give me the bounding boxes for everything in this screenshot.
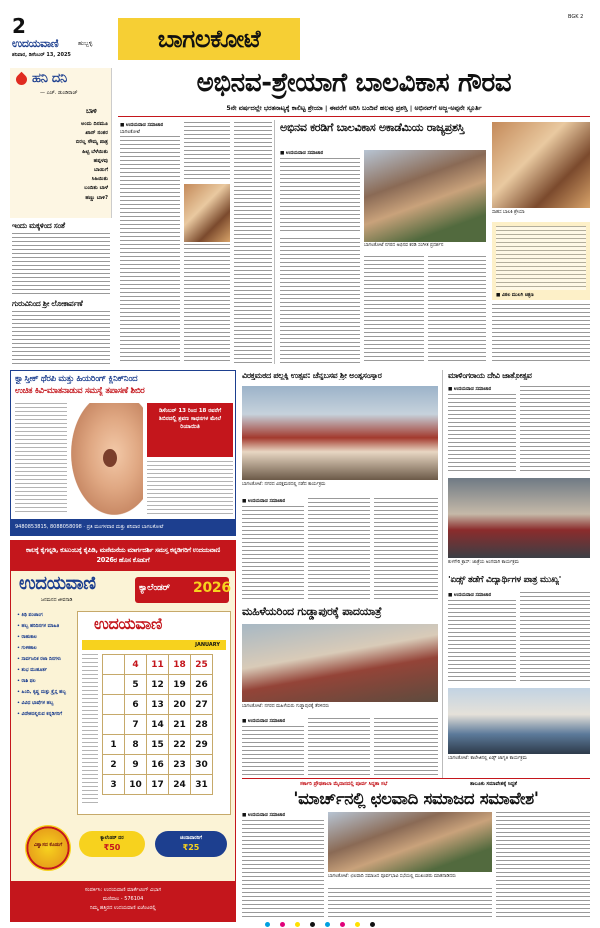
calendar-day-cell: 14 — [147, 715, 169, 735]
middle-dateline-1: ■ ಉದಯವಾಣಿ ಸಮಾಚಾರ — [242, 499, 286, 504]
rule — [118, 116, 590, 117]
calendar-feature-item: • ಹಿಂದಿ, ಕೃಷ್ಣ ಮತ್ತು ಕ್ರೈಸ್ತ ಹಬ್ಬ — [17, 690, 66, 695]
calendar-footer — [11, 881, 235, 921]
left-news-body-1 — [12, 233, 110, 295]
price-1: ₹50 — [103, 843, 121, 852]
calendar-week-row — [103, 695, 213, 715]
black-dot-icon — [310, 922, 315, 927]
paper-suffix: ಹುಬ್ಬಳ್ಳಿ — [78, 40, 93, 47]
abhinav-photo — [364, 150, 486, 242]
calendar-day-cell: 24 — [169, 775, 191, 795]
poem-body — [16, 120, 108, 203]
calendar-brand-tag: ಜನಮನದ ಜೀವನಾಡಿ — [41, 598, 73, 603]
price-2: ₹25 — [182, 843, 200, 852]
lead-body-col-2b — [184, 244, 230, 364]
hearing-right-text — [147, 461, 233, 515]
hearing-offer: ಡಿಸೆಂಬರ್ 13 ರಿಂದ 18 ರವರೆಗೆ — [158, 408, 222, 414]
calendar-product: ಕ್ಯಾಲೆಂಡರ್ — [139, 583, 170, 593]
calendar-day-cell: 23 — [169, 755, 191, 775]
calendar-feature-item: • ರಾಶಿ ಫಲ — [17, 679, 36, 684]
calendar-day-cell: 27 — [191, 695, 213, 715]
poem-title: ಬಾಳಿ — [86, 107, 97, 115]
print-registration-marks — [80, 922, 560, 927]
left-news-heading-1: ಇಂದು ಮಕ್ಕಳಿಂದ ಸಂತೆ — [12, 221, 65, 230]
middle-body-2b — [308, 718, 370, 776]
hearing-headline: ಕ್ವ್ಯಾಸ್ತೀಕ್ ಥೆರಪಿ ಮತ್ತು ಹಿಯರಿಂಗ್ ಕ್ಲಿನಿಕ್‌ನಿಂದ — [15, 375, 138, 384]
poem-line: ಅಂದು ದಿನಮೂ — [80, 121, 108, 127]
section-title: ಬಾಗಲಕೋಟೆ — [118, 18, 300, 60]
middle-headline-2: ಮಹಿಳೆಯರಿಂದ ಗುಡ್ಡಾಪುರಕ್ಕೆ ಪಾದಯಾತ್ರೆ — [242, 605, 382, 618]
middle-caption-1: ಬಾಗಲಕೋಟೆ: ನಗರದ ವಿರಕ್ತಮಠದಲ್ಲಿ ನಡೆದ ಕಾರ್ಯಕ್ರಮ — [242, 482, 326, 487]
poem-line: ಹಣ್ಣು ಬಾಳಿ? — [85, 194, 108, 201]
calendar-price-box-1 — [79, 831, 145, 857]
calendar-feature-item: • ಶುಭ ಮುಹೂರ್ತ — [17, 668, 48, 673]
lead-dateline: ■ ಉದಯವಾಣಿ ಸಮಾಚಾರ — [120, 123, 164, 128]
calendar-week-row — [103, 715, 213, 735]
second-body-4 — [428, 256, 486, 364]
calendar-feature-item: • ಹಬ್ಬ ಹರಿದಿನಗಳ ಮಾಹಿತಿ — [17, 624, 60, 629]
second-dateline: ■ ಉದಯವಾಣಿ ಸಮಾಚಾರ — [280, 151, 324, 156]
calendar-day-cell: 12 — [147, 675, 169, 695]
hanidani-author: — ಎಚ್. ಡುಂಡಿರಾಜ್ — [40, 90, 78, 96]
magenta-dot-icon-2 — [340, 922, 345, 927]
calendar-week-row — [103, 655, 213, 675]
bottom-rule — [242, 778, 590, 779]
right-photo-2 — [448, 688, 590, 754]
hanidani-box — [10, 68, 112, 218]
right-photo-caption: ಸಾಹಸ ಬಾಲಕಿ ಶ್ರೇಯಾ — [492, 210, 525, 215]
calendar-feature-item: • ಗುಳಿಕಕಾಲ — [17, 646, 37, 651]
calendar-feature-item: • ರಾಹುಕಾಲ — [17, 635, 37, 640]
black-dot-icon-2 — [370, 922, 375, 927]
right-side-box-text — [496, 226, 586, 290]
hearing-footer: ಪ್ರತಿ ಮಂಗಳವಾರ ಮತ್ತು ಶನಿವಾರ ಬಾಗಲಕೋಟೆ — [86, 524, 164, 530]
paper-name: ಉದಯವಾಣಿ — [12, 37, 59, 50]
bottom-dateline: ■ ಉದಯವಾಣಿ ಸಮಾಚಾರ — [242, 813, 286, 818]
right-body-1b — [520, 386, 590, 474]
hearing-subheadline: ಉಚಿತ ಕಿವಿ-ಮಾತನಾಡುವ ಸಮಸ್ಯೆ ತಪಾಸಣೆ ಶಿಬಿರ — [15, 387, 145, 396]
calendar-week-row — [103, 755, 213, 775]
shreya-photo — [184, 184, 230, 242]
calendar-day-cell: 18 — [169, 655, 191, 675]
bottom-kicker-left: ಸರ್ಕಾರಿ ಪ್ರೌಢಶಾಲಾ ಮೈದಾನದಲ್ಲಿ ಪೂರ್ವ ಸಿದ್ಧತಾ ಸಭೆ — [300, 781, 388, 787]
calendar-day-cell: 19 — [169, 675, 191, 695]
yellow-dot-icon — [295, 922, 300, 927]
calendar-day-cell: 6 — [125, 695, 147, 715]
calendar-day-cell: 4 — [125, 655, 147, 675]
second-headline: ಅಭಿನವ ಕರಡಿಗೆ ಬಾಲವಿಕಾಸ ಅಕಾಡೆಮಿಯ ರಾಜ್ಯಪ್ರಶಸ್ತಿ — [280, 121, 465, 134]
calendar-day-cell: 13 — [147, 695, 169, 715]
calendar-page — [77, 611, 231, 815]
bottom-caption: ಬಾಗಲಕೋಟೆ: ಛಲವಾದಿ ಸಮಾಜದ ಪೂರ್ವಭಾವಿ ಸಭೆಯಲ್ಲಿ ಮುಖಂಡರು ಮಾತನಾಡಿದರು — [328, 874, 456, 879]
calendar-day-cell: 21 — [169, 715, 191, 735]
right-body-2b — [520, 592, 590, 684]
lead-body-col-3 — [234, 122, 272, 364]
calendar-day-cell: 10 — [125, 775, 147, 795]
calendar-feature-item: • ಸಾರ್ವಜನಿಕ ರಜಾ ದಿನಗಳು — [17, 657, 61, 662]
calendar-day-cell: 8 — [125, 735, 147, 755]
calendar-day-cell — [103, 715, 125, 735]
right-dateline-2: ■ ಉದಯವಾಣಿ ಸಮಾಚಾರ — [448, 593, 492, 598]
middle-headline-1: ವಿರಕ್ತಮಠದ ಪಲ್ಲಕ್ಕಿ ಉತ್ಸವ: ಚೆನ್ನಬಸವ ಶ್ರೀ ಅಂತ್ಯಸಂಸ್ಕಾರ — [242, 372, 382, 380]
calendar-day-cell: 30 — [191, 755, 213, 775]
left-news-heading-2: ಗುರುವಿನಿಂದ ಶ್ರೀ ಲೋಕಾರ್ಪಣೆ — [12, 299, 83, 308]
calendar-day-cell: 3 — [103, 775, 125, 795]
edition-code: BGK 2 — [568, 14, 584, 20]
calendar-week-row — [103, 775, 213, 795]
calendar-page-brand: ಉದಯವಾಣಿ — [94, 614, 163, 633]
issue-date: ಶನಿವಾರ, ಡಿಸೆಂಬರ್ 13, 2025 — [12, 52, 71, 58]
calendar-footer-1: ಸಂಪರ್ಕಿಸಿ: ಉದಯವಾಣಿ ಮಾರ್ಕೆಟಿಂಗ್ ವಿಭಾಗ — [84, 887, 162, 893]
yellow-dot-icon-2 — [355, 922, 360, 927]
calendar-footer-2: ಮಣಿಪಾಲ - 576104 — [102, 896, 144, 902]
price-label-1: ಕ್ಯಾಲೆಂಡರ್ ದರ — [100, 836, 124, 841]
lead-place: ಬಾಗಲಕೋಟೆ — [120, 130, 140, 135]
calendar-day-cell: 15 — [147, 735, 169, 755]
right-headline-2: 'ಏಡ್ಸ್ ತಡೆಗೆ ವಿದ್ಯಾರ್ಥಿಗಳ ಪಾತ್ರ ಮುಖ್ಯ' — [448, 576, 562, 585]
bottom-photo — [328, 812, 492, 872]
calendar-page-month-bar — [82, 640, 226, 650]
price-label-2: ಚಂದಾದಾರರಿಗೆ — [180, 836, 202, 841]
lead-headline: ಅಭಿನವ-ಶ್ರೇಯಾಗೆ ಬಾಲವಿಕಾಸ ಗೌರವ — [196, 68, 512, 98]
calendar-day-cell: 29 — [191, 735, 213, 755]
right-top-photo — [492, 122, 590, 208]
calendar-day-cell: 22 — [169, 735, 191, 755]
bottom-body-2 — [328, 888, 492, 920]
hearing-footer-bar: 9480853815, 8088058098 · ಪ್ರತಿ ಮಂಗಳವಾರ ಮತ್ತು ಶನಿವಾರ ಬಾಗಲಕೋಟೆ — [11, 519, 235, 535]
calendar-day-cell — [103, 695, 125, 715]
left-news-body-2 — [12, 311, 110, 367]
right-body-2a — [448, 600, 516, 684]
masthead — [0, 0, 600, 66]
second-body-3 — [364, 256, 424, 364]
calendar-day-cell: 26 — [191, 675, 213, 695]
poem-line: ಬಾಯಿಗೆ — [94, 167, 108, 174]
bottom-kicker-right: ತಾಲೂಕು ಸಮಾವೇಶಕ್ಕೆ ಸಿದ್ಧತೆ — [470, 781, 517, 787]
calendar-feature-item: • ವಿದೇಶದಲ್ಲಿರುವ ಕನ್ನಡಿಗರಿಗೆ — [17, 712, 63, 717]
middle-caption-2: ಬಾಗಲಕೋಟೆ: ನಗರದ ಮಹಿಳೆಯರು ಗುಡ್ಡಾಪುರಕ್ಕೆ ತೆರಳಿದರು — [242, 704, 330, 709]
hearing-highlight: ಶಿಬಿರದಲ್ಲಿ ಶ್ರವಣ ಸಾಧನಗಳ ಮೇಲೆ ರಿಯಾಯಿತಿ — [158, 416, 221, 430]
poem-line: ಬಿರಲ್ಲ ಸೌಮ್ಯ ಪಾತ್ರ — [75, 139, 108, 146]
right-body-1a — [448, 394, 516, 474]
calendar-feature-list — [17, 613, 73, 723]
bottom-body-3 — [496, 812, 590, 920]
calendar-ad — [10, 540, 236, 922]
hearing-ad — [10, 370, 236, 536]
right-side-body — [492, 304, 590, 364]
calendar-banner: ಕಾಲಕ್ಕೆ ಕೈಗನ್ನಡಿ, ಕುಟುಂಬಕ್ಕೆ ಕೈಪಿಡಿ, ಮನೆಮನೆಯ ಮಾರ್ಗದರ್ಶಿ ಸಮಸ್ತ ಕನ್ನಡಿಗರಿಗೆ ಉದಯವಾಣಿ 2026ರ ಹೊಸ ಕೊಡುಗೆ — [11, 541, 235, 571]
calendar-day-cell: 31 — [191, 775, 213, 795]
lead-subhead: 5ನೇ ವರ್ಷದಲ್ಲೇ ಭರತನಾಟ್ಯಕ್ಕೆ ಕಾಲಿಟ್ಟ ಶ್ರೇಯಾ | ಈವರೆಗೆ ಅರಿಸಿ ಬಂದಿವೆ ಹಲವು ಪ್ರಶಸ್ತಿ | ಅಭಿನವ್‌ಗೆ ಅಜ್ಜ-ಅಪ್ಪನೇ ಸ್ಫೂರ್ತಿ — [226, 104, 482, 112]
poem-line: ಖಾನ್ ನಂತರ — [85, 130, 108, 137]
ear-canal-icon — [103, 449, 117, 467]
calendar-feature-item: • ವಿವಿಧ ಭಾಷೆಗಳ ಹಬ್ಬ — [17, 701, 54, 706]
col-divider — [274, 120, 275, 364]
col-divider-right — [442, 370, 443, 778]
calendar-day-cell — [103, 655, 125, 675]
calendar-day-names — [82, 654, 98, 804]
lead-body-col-1 — [120, 136, 180, 364]
hearing-phone: 9480853815, 8088058098 — [15, 524, 82, 530]
calendar-day-cell: 16 — [147, 755, 169, 775]
calendar-year: 2026 — [193, 580, 231, 596]
calendar-week-row — [103, 735, 213, 755]
calendar-footer-3: ನಿಮ್ಮ ಹತ್ತಿರದ ಉದಯವಾಣಿ ಏಜೆಂಟರಲ್ಲಿ — [90, 905, 156, 911]
hanidani-title: ಹನಿ ದನಿ — [32, 71, 67, 86]
cyan-dot-icon-2 — [325, 922, 330, 927]
middle-photo-1 — [242, 386, 438, 480]
calendar-day-cell — [103, 675, 125, 695]
calendar-day-cell: 1 — [103, 735, 125, 755]
calendar-day-cell: 20 — [169, 695, 191, 715]
middle-body-2a — [242, 726, 304, 776]
right-caption-2: ಬಾಗಲಕೋಟೆ: ಕಾಲೇಜಿನಲ್ಲಿ ಏಡ್ಸ್ ಜಾಗೃತಿ ಕಾರ್ಯಕ್ರಮ — [448, 756, 527, 761]
calendar-day-cell: 5 — [125, 675, 147, 695]
abhinav-photo-caption: ಬಾಗಲಕೋಟೆ ನಗರದ ಅಭಿನವ ಕರಡಿ ಸಂಗೀತ ಪ್ರದರ್ಶನ — [364, 243, 444, 248]
calendar-brand: ಉದಯವಾಣಿ — [19, 573, 96, 594]
calendar-week-row — [103, 675, 213, 695]
middle-dateline-2: ■ ಉದಯವಾಣಿ ಸಮಾಚಾರ — [242, 719, 286, 724]
calendar-day-cell: 25 — [191, 655, 213, 675]
second-body-2 — [280, 238, 360, 364]
poem-line: ಬಂದಿತು ಬಾಳೆ — [84, 185, 108, 192]
calendar-feature-item: • ತಿಥಿ ಪಂಚಾಂಗ — [17, 613, 43, 618]
hearing-left-text — [15, 403, 67, 515]
right-photo-1 — [448, 478, 590, 558]
middle-body-1c — [374, 498, 438, 602]
hearing-offer-box — [147, 403, 233, 457]
calendar-seal — [25, 825, 71, 871]
bottom-headline: 'ಮಾರ್ಚ್‌ನಲ್ಲಿ ಛಲವಾದಿ ಸಮಾಜದ ಸಮಾವೇಶ' — [293, 789, 539, 808]
middle-photo-2 — [242, 624, 438, 702]
page-number: 2 — [12, 14, 26, 38]
right-caption-1: ಕುಳಗೇರಿ ಕ್ರಾಸ್: ಜಾತ್ರೆಯ ಅಂಗವಾಗಿ ಕಾರ್ಯಕ್ರಮ — [448, 560, 519, 565]
calendar-day-cell: 7 — [125, 715, 147, 735]
poem-line: ಹಿಟ್ಟಿ ಬೆಳೆಯಿತು — [82, 148, 108, 155]
calendar-day-cell: 28 — [191, 715, 213, 735]
right-headline-1: ಮಾಳಿಂಗರಾಯ ದೇವಿ ಜಾತ್ರೋತ್ಸವ — [448, 372, 532, 380]
middle-body-2c — [374, 718, 438, 776]
right-dateline-1: ■ ಉದಯವಾಣಿ ಸಮಾಚಾರ — [448, 387, 492, 392]
bottom-body-1 — [242, 820, 324, 920]
middle-body-1a — [242, 506, 304, 602]
calendar-month: JANUARY — [195, 642, 220, 648]
calendar-price-box-2 — [155, 831, 227, 857]
poem-line: ಸಿಹಿಯಿತು — [91, 176, 108, 183]
second-body-1 — [280, 158, 360, 234]
magenta-dot-icon — [280, 922, 285, 927]
calendar-day-cell: 11 — [147, 655, 169, 675]
hanidani-drop-icon — [14, 72, 30, 88]
lead-body-col-2a — [184, 122, 230, 182]
cyan-dot-icon — [265, 922, 270, 927]
poem-line: ಹಪ್ಪಳವು — [93, 157, 108, 164]
calendar-day-cell: 9 — [125, 755, 147, 775]
calendar-day-cell: 2 — [103, 755, 125, 775]
calendar-product-badge — [135, 577, 229, 603]
calendar-day-cell: 17 — [147, 775, 169, 795]
right-side-byline: ■ ವಿಠಲ ಮುಲಗಿ ಚಿತ್ರಣ — [496, 293, 534, 298]
calendar-seal-text: ವಿಶ್ವಾಸದ ಕೊಡುಗೆ — [33, 843, 63, 848]
middle-body-1b — [308, 498, 370, 602]
calendar-grid — [102, 654, 213, 795]
